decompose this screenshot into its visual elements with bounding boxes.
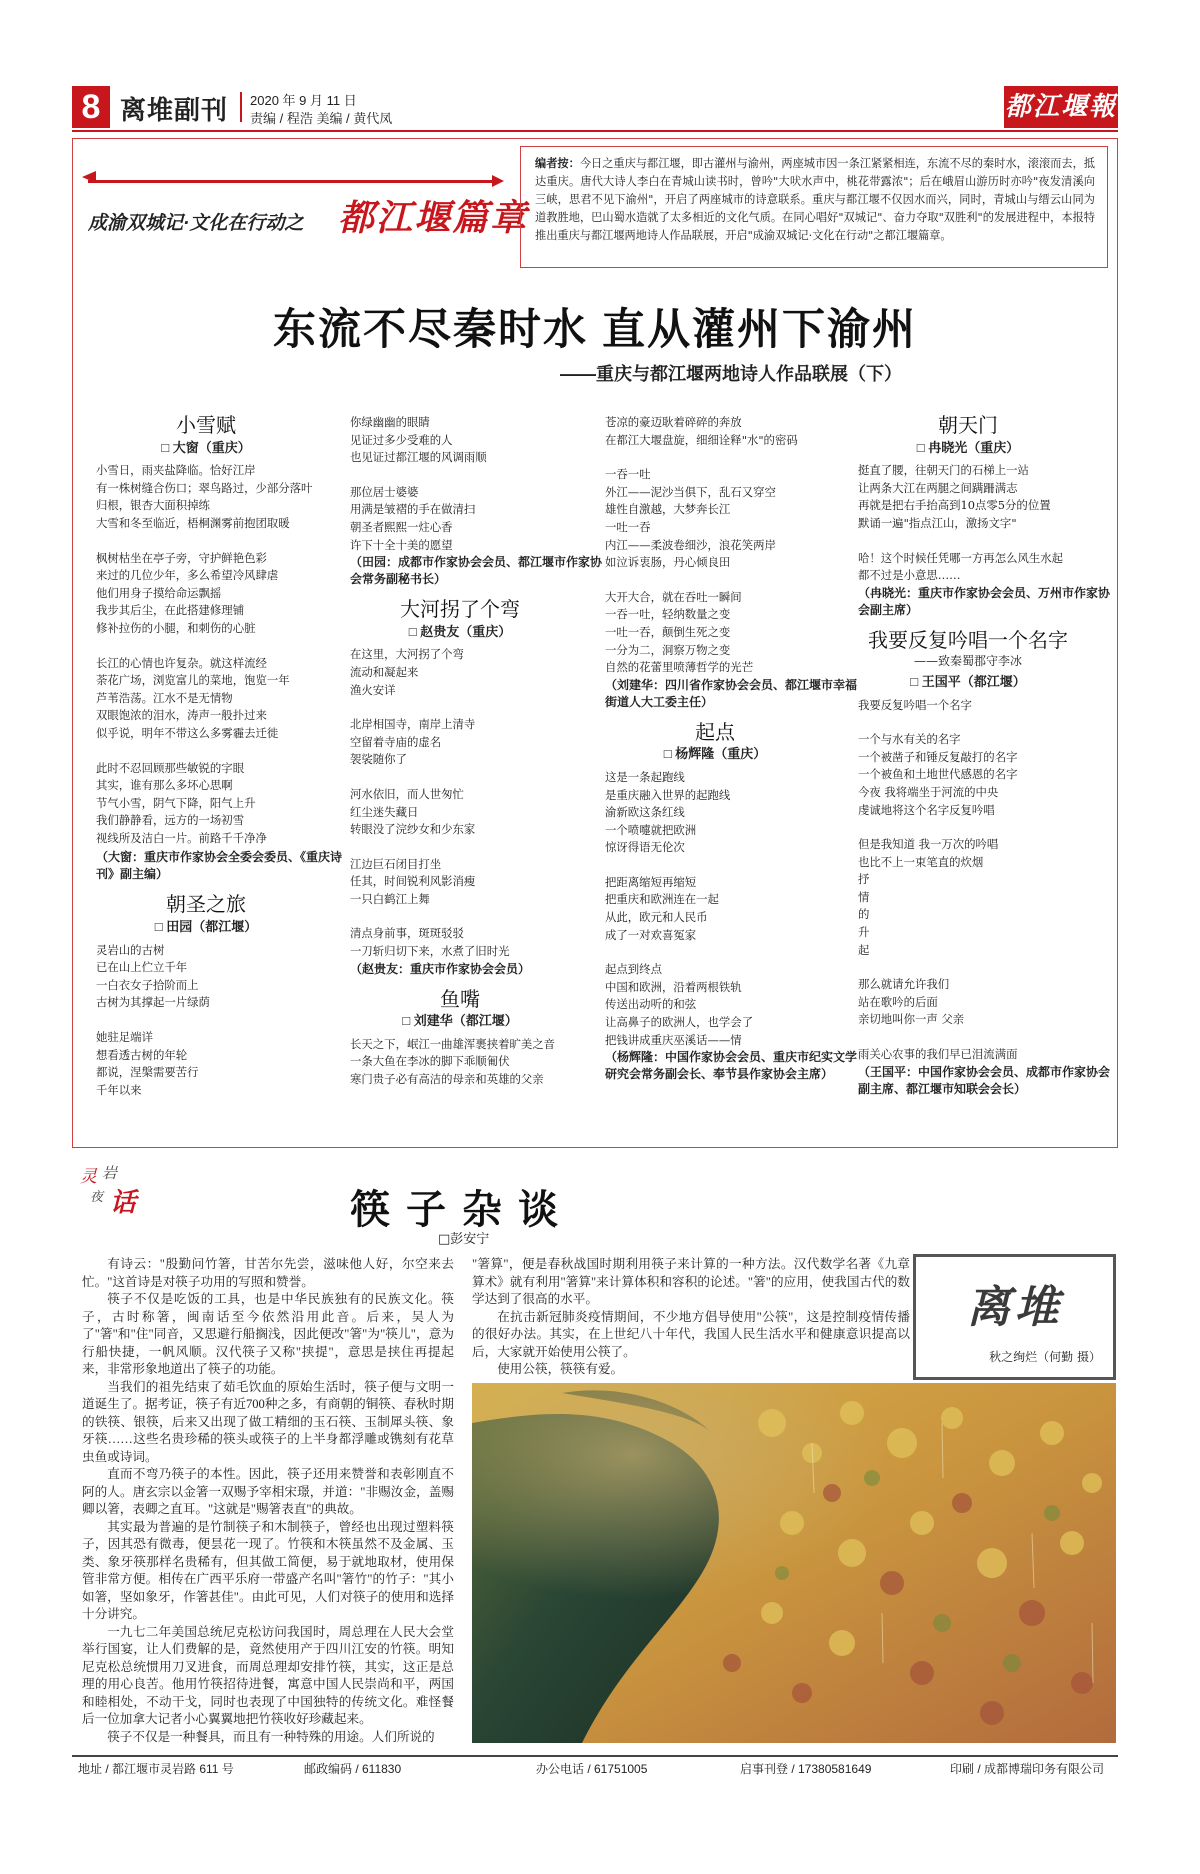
series-prefix: 成渝双城记·文化在行动之: [88, 213, 304, 234]
essay-paragraph: 筷子不仅是一种餐具，而且有一种特殊的用途。人们所说的: [107, 1729, 435, 1744]
editor-note-label: 编者按：: [535, 158, 580, 170]
poem-author: □ 大窗（重庆）: [161, 439, 251, 455]
series-banner: [82, 176, 529, 239]
poem-stanza: 此时不忍回顾那些敏锐的字眼 其实，谁有那么多坏心思啊 节气小雪，阴气下降，阳气上升 我们静静看，远方的一场初雪 视线所及洁白一片。前路千千净净: [96, 760, 267, 845]
poem-stanza: 哈！这个时候任凭哪一方再怎么风生水起 都不过是小意思……: [858, 550, 1064, 583]
poem-stanza: 大开大合，就在吞吐一瞬间 一吞一吐，轻纳数量之变 一吐一吞，颠倒生死之变 一分为二，洞察万物之变 自然的花蕾里喷薄哲学的光芒: [605, 589, 754, 675]
page-footer: [78, 1760, 1118, 1780]
editor-note-text: 今日之重庆与都江堰，即古灌州与渝州，两座城市因一条江紧紧相连，东流不尽的秦时水，滚滚而去，抵达重庆。唐代大诗人李白在青城山读书时，曾吟"大吠水声中，桃花带露浓"；后在峨眉山游历时亦吟"夜发清溪向三峡，思君不见下渝州"，开启了两座城市的诗意联系。重庆与都江堰不仅因水而兴，同时，青城山与缙云山同为道教胜地，巴山蜀水造就了太多相近的文化气质。在同心唱好"双城记"、奋力夺取"双胜利"的发展进程中，本报特推出重庆与都江堰两地诗人作品联展，开启"成渝双城记·文化在行动"之都江堰篇章。: [535, 157, 1095, 242]
essay-paragraph: 有诗云："殷勤问竹箸，甘苦尔先尝，滋味他人好，尔空来去忙。"这首诗是对筷子功用的写照和赞誉。: [82, 1257, 454, 1289]
poem-author: □ 田园（都江堰）: [154, 919, 258, 935]
poem-title: 起点: [695, 721, 735, 744]
autumn-landscape-photo: [472, 1383, 1116, 1743]
poem-stanza: 她驻足端详 想看透古树的年轮 都说，涅槃需要苦行 千年以来: [96, 1030, 199, 1097]
footer-office-phone: 办公电话 / 61751005: [536, 1762, 648, 1776]
poem-stanza: 雨关心农事的我们早已泪流满面: [858, 1047, 1018, 1062]
footer-rule: [72, 1755, 1118, 1757]
essay-paragraph: 直而不弯乃筷子的本性。因此，筷子还用来赞誉和表彰刚直不阿的人。唐玄宗以金箸一双赐予宰相宋璟，并道："非赐汝金，盖赐卿以箸，表卿之直耳。"这就是"赐箸表直"的典故。: [82, 1467, 454, 1516]
poet-bio: （刘建华：四川省作家协会会员、都江堰市幸福街道人大工委主任）: [605, 677, 858, 709]
footer-ad-phone: 启事刊登 / 17380581649: [740, 1762, 872, 1776]
essay-paragraph: 其实最为普遍的是竹制筷子和木制筷子，曾经也出现过塑料筷子，因其恐有微毒，便昙花一现了。竹筷和木筷虽然不及金属、玉类、象牙筷那样名贵稀有，但其做工简便，易于就地取材，使用保管非常方便。相传在广西平乐府一带盛产名叫"箸竹"的竹子："其小如箸，坚如象牙，作箸甚佳"。由此可见，人们对筷子的使用和选择十分讲究。: [82, 1519, 454, 1621]
poem-stanza: 长江的心情也许复杂。就这样流经 荼花广场，浏览富儿的菜地，饱览一年 芦苇浩荡。江水不是无情物 双眼饱浓的泪水，涛声一般扑过来 似乎说，明年不带这么多雾霾去迁徙: [96, 655, 290, 740]
header-rule: [72, 130, 1118, 132]
column-logo-char: 话: [110, 1188, 137, 1218]
essay-paragraph: 当我们的祖先结束了茹毛饮血的原始生活时，筷子便与文明一道诞生了。据考证，筷子有近700种之多，有商朝的铜筷、春秋时期的铁筷、银筷，后来又出现了做工精细的玉石筷、玉制犀头筷、象牙筷……这些名贵珍稀的筷头或筷子的上半身都浮雕或镌刻有花草虫鱼或诗词。: [82, 1379, 454, 1464]
header-divider: [240, 92, 242, 122]
poem-author: □ 刘建华（都江堰）: [402, 1013, 518, 1029]
column-logo-char: 岩: [102, 1164, 118, 1182]
footer-printer: 印刷 / 成都博瑞印务有限公司: [950, 1762, 1105, 1776]
masthead-logo: 都江堰報: [1004, 86, 1118, 128]
banner-arrow-icon: [88, 180, 498, 183]
poem-stanza: 小雪日，雨夹盐降临。恰好江岸 有一株树缝合伤口；翠鸟路过，少部分落叶 归根，银杏大面积掉练 大雪和冬至临近，梧桐渊雾前抱团取暖: [96, 463, 313, 530]
editor-note: [520, 146, 1108, 268]
poet-bio: （王国平：中国作家协会会员、成都市作家协会副主席、都江堰市知联会会长）: [858, 1064, 1111, 1096]
poem-stanza: 在这里，大河拐了个弯 流动和凝起来 渔火安详: [350, 647, 464, 697]
column-logo-char: 夜: [90, 1190, 104, 1205]
poem-stanza: 但是我知道 我一万次的吟唱 也比不上一束笔直的炊烟 抒 情 的 升 起: [858, 837, 999, 957]
series-highlight: 都江堰篇章: [338, 197, 529, 239]
poem-stanza: 那位居士婆婆 用满是皱褶的手在做清扫 朝圣者熙熙一炷心香 许下十全十美的愿望: [350, 484, 476, 552]
poem-stanza: 起点到终点 中国和欧洲，沿着两根铁轨 传送出动听的和弦 让高鼻子的欧洲人，也学会了 把钱讲成重庆巫溪话——情: [605, 962, 754, 1047]
page-number: 8: [72, 86, 110, 128]
poem-stanza: 灵岩山的古树 已在山上伫立千年 一白衣女子拾阶而上 古树为其撑起一片绿荫: [96, 942, 210, 1010]
poem-stanza: 北岸相国寺，南岸上清寺 空留着寺庙的虚名 袈裟随你了: [350, 717, 476, 767]
essay-paragraph: "箸算"，便是春秋战国时期利用筷子来计算的一种方法。汉代数学名著《九章算术》就有利用"箸算"来计算体积和容积的论述。"箸"的应用，使我国古代的数学达到了很高的水平。: [472, 1257, 910, 1306]
column-logo: [80, 1162, 146, 1218]
liduo-column-title: 离堆: [966, 1282, 1063, 1333]
poem-title: 我要反复吟唱一个名字: [868, 629, 1068, 652]
essay-column-left: [82, 1256, 454, 1772]
poet-bio: （冉晓光：重庆市作家协会会员、万州市作家协会副主席）: [858, 585, 1111, 617]
poem-author: □ 杨辉隆（重庆）: [663, 746, 767, 762]
feature-title: 东流不尽秦时水 直从灌州下渝州: [273, 306, 917, 354]
poem-author: □ 赵贵友（重庆）: [408, 623, 512, 639]
poem-title: 小雪赋: [176, 415, 236, 437]
feature-subtitle: ——重庆与都江堰两地诗人作品联展（下）: [560, 364, 902, 384]
column-logo-char: 灵: [80, 1167, 97, 1187]
poet-bio: （大窗：重庆市作家协会全委会委员、《重庆诗刊》副主编）: [96, 850, 343, 882]
poem-dedication: ——致秦蜀郡守李冰: [913, 654, 1022, 669]
essay-author: □彭安宁: [438, 1232, 490, 1247]
essay-paragraph: 筷子不仅是吃饭的工具，也是中华民族独有的民族文化。筷子，古时称箸，闽南话至今依然沿用此音。后来，吴人为了"箸"和"住"同音，又思避行船搁浅，因此便改"箸"为"筷儿"，意为行船快捷，一帆风顺。汉代筷子又称"挟提"，意思是挟住再提起来，非常形象地道出了筷子的功能。: [82, 1292, 454, 1376]
page-header: [72, 86, 1118, 130]
aerial-river-forest-image: [472, 1383, 1116, 1743]
poem-stanza: 这是一条起跑线 是重庆融入世界的起跑线 渝新欧这条红线 一个喷嚏就把欧洲 惊讶得语无伦次: [605, 769, 731, 855]
section-name: 离堆副刊: [120, 95, 229, 125]
poem-stanza: 一吞一吐 外江——泥沙当俱下，乱石又穿空 雄性自激越，大梦奔长江 一吐一吞 内江——柔波卷细沙，浪花笑两岸 如泣诉衷肠，丹心倾良田: [605, 467, 776, 570]
essay-column-right: [472, 1256, 910, 1379]
poem-column-4: [858, 414, 1120, 1112]
poem-column-1: [96, 414, 358, 1116]
footer-postcode: 邮政编码 / 611830: [304, 1762, 402, 1776]
poet-bio: （赵贵友：重庆市作家协会会员）: [350, 961, 531, 976]
poem-stanza: 挺直了腰，往朝天门的石梯上一站 让两条大江在两腿之间蹒跚满志 再就是把右手抬高到10点零5分的位置 默诵一遍"指点江山，激扬文字": [858, 463, 1051, 530]
essay-title: 筷子杂谈: [350, 1186, 574, 1233]
poem-stanza: 枫树枯坐在亭子旁，守护鲜艳色彩 来过的几位少年，多么希望冷风肆虐 他们用身子摸给命运飘摇 我步其后尘，在此搭建修理铺 修补拉伤的小腿，和刺伤的心脏: [96, 550, 279, 635]
poem-author: □ 王国平（都江堰）: [910, 673, 1026, 689]
essay-paragraph: 一九七二年美国总统尼克松访问我国时，周总理在人民大会堂举行国宴，让人们费解的是，竟然使用产于四川江安的竹筷。明知尼克松总统惯用刀叉进食，而周总理却安排竹筷，其实，这正是总理的用心良苦。他用竹筷招待进餐，寓意中国人民崇尚和平，两国和睦相处，不动干戈，同时也表现了中国独特的传统文化。难怪餐后一位加拿大记者小心翼翼地把竹筷收好珍藏起来。: [82, 1624, 454, 1726]
poem-title: 朝天门: [938, 415, 998, 437]
poem-stanza: 一个与水有关的名字 一个被凿子和锤反复敲打的名字 一个被鱼和土地世代感恩的名字 今夜 我将端坐于河流的中央 虔诚地将这个名字反复吟唱: [858, 732, 1018, 817]
poem-stanza: 清点身前事，斑斑驳驳 一刀斩归切下来，水煮了旧时光: [350, 926, 510, 959]
poem-stanza: 把距离缩短再缩短 把重庆和欧洲连在一起 从此，欧元和人民币 成了一对欢喜冤家: [605, 874, 719, 942]
poem-stanza: 河水依旧，而人世匆忙 红尘迷失藏日 转眼没了浣纱女和少东家: [350, 786, 476, 837]
poem-stanza: 我要反复吟唱一个名字: [858, 697, 972, 712]
poem-stanza: 你绿幽幽的眼睛 见证过多少受难的人 也见证过都江堰的风调雨顺: [350, 415, 487, 465]
liduo-photo-column-box: [913, 1254, 1116, 1380]
poem-author: □ 冉晓光（重庆）: [916, 439, 1020, 455]
poem-stanza: 苍凉的豪迈耿着碎碎的奔放 在都江大堰盘旋，细细诠释"水"的密码: [605, 415, 798, 447]
poem-stanza: 长天之下，岷江一曲雄浑裹挟着旷美之音 一条大鱼在李冰的脚下乖顺匍伏 寒门贵子必有高洁的母亲和英雄的父亲: [350, 1036, 556, 1087]
poem-column-3: [605, 414, 867, 1097]
poem-stanza: 江边巨石闭目打坐 任其，时间锐利风影消瘦 一只白鹤江上舞: [350, 856, 476, 906]
footer-address: 地址 / 都江堰市灵岩路 611 号: [78, 1762, 234, 1776]
issue-date: 2020 年 9 月 11 日: [250, 93, 357, 108]
photo-caption: 秋之绚烂（何勤 摄）: [989, 1350, 1101, 1364]
poet-bio: （杨辉隆：中国作家协会会员、重庆市纪实文学研究会常务副会长、奉节县作家协会主席）: [605, 1050, 858, 1082]
poem-column-2: [350, 414, 612, 1106]
essay-paragraph: 在抗击新冠肺炎疫情期间，不少地方倡导使用"公筷"，这是控制疫情传播的很好办法。其实，在上世纪八十年代，我国人民生活水平和健康意识提高以后，大家就开始使用公筷了。: [472, 1309, 910, 1359]
poem-title: 鱼嘴: [440, 988, 480, 1011]
editor-credits: 责编 / 程浩 美编 / 黄代凤: [250, 111, 393, 126]
poem-stanza: 那么就请允许我们 站在歌吟的后面 亲切地叫你一声 父亲: [858, 977, 965, 1027]
poem-title: 朝圣之旅: [166, 894, 246, 917]
essay-paragraph: 使用公筷，筷筷有爱。: [497, 1362, 624, 1376]
poet-bio: （田园：成都市作家协会会员、都江堰市作家协会常务副秘书长）: [350, 555, 603, 587]
poem-title: 大河拐了个弯: [400, 599, 520, 622]
